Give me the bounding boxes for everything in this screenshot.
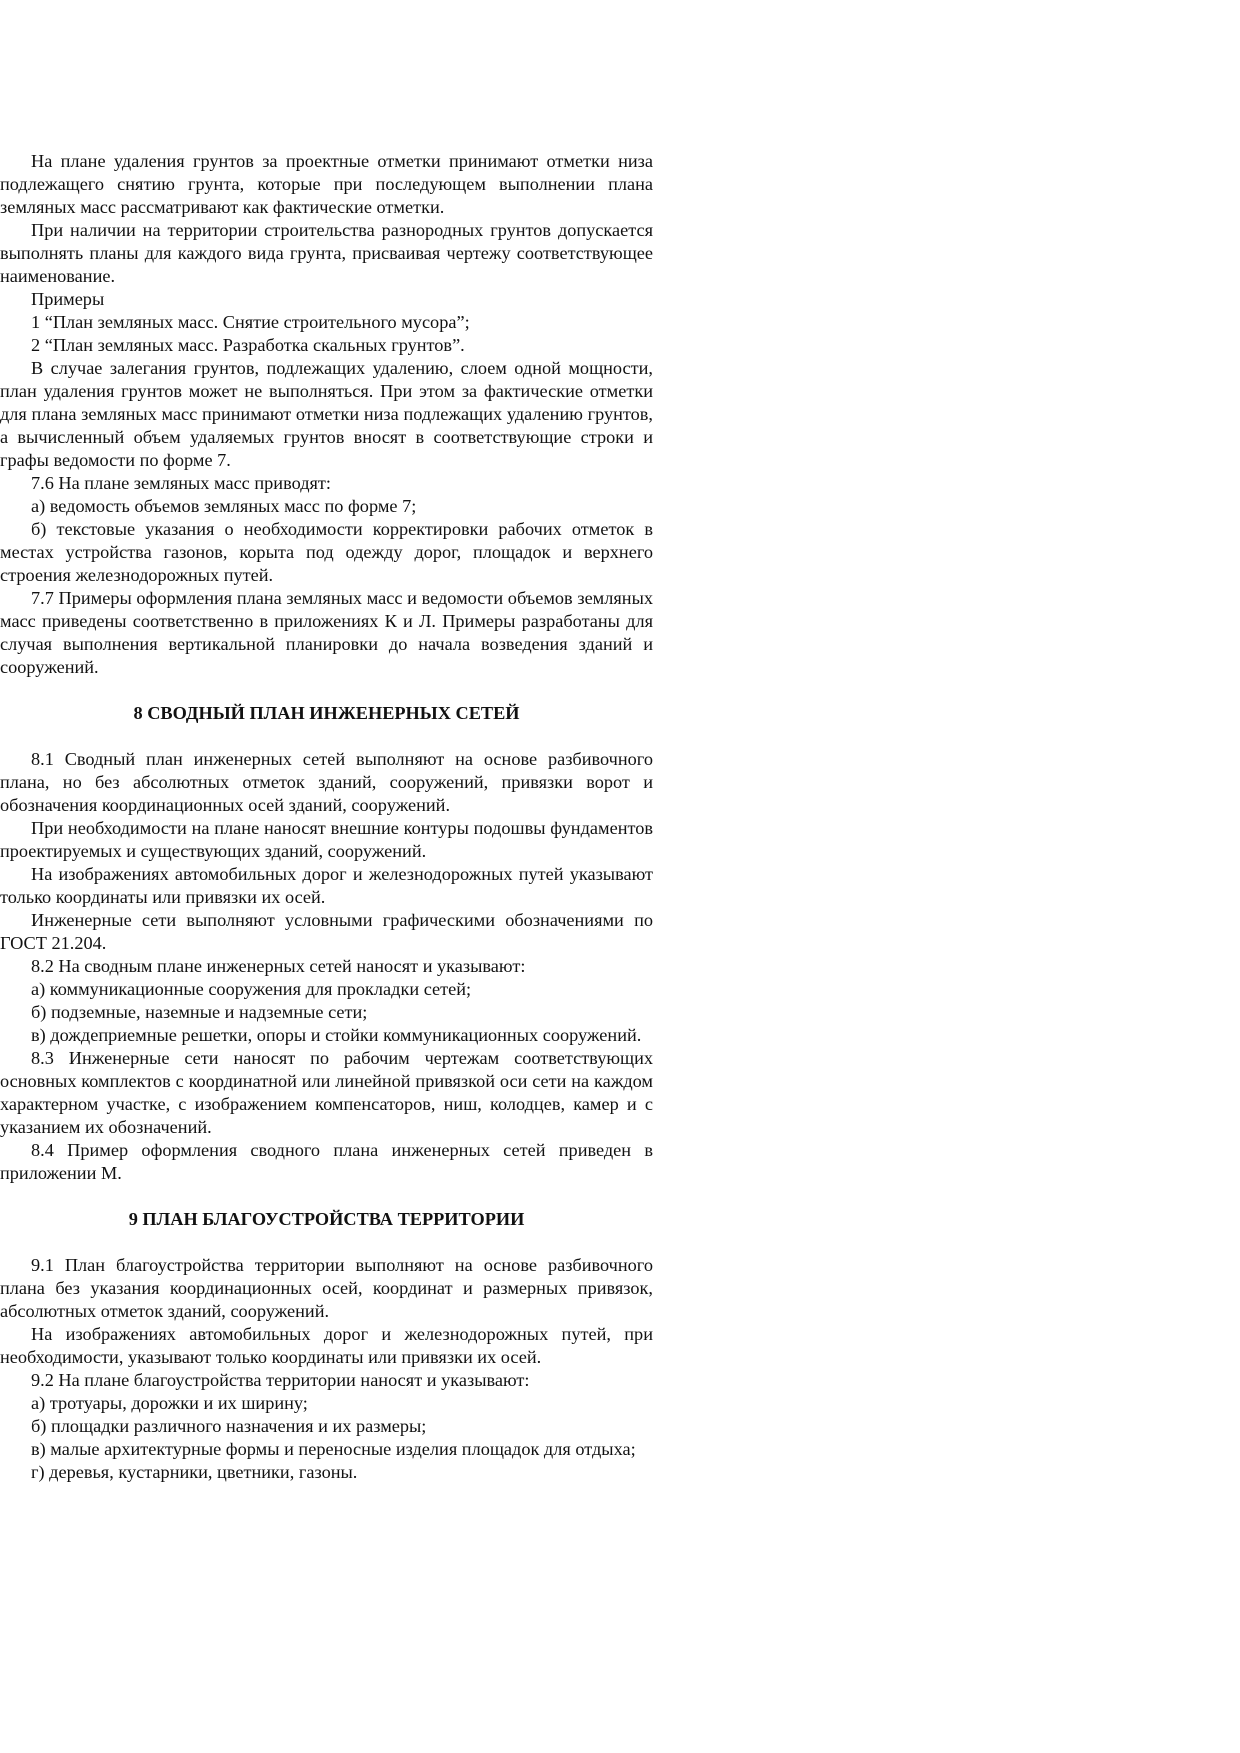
list-item: б) текстовые указания о необходимости корректировки рабочих отметок в местах устройства газонов, корыта под одежду дорог, площадок и верхнего строения железнодорожных путей. bbox=[0, 519, 653, 585]
paragraph: На плане удаления грунтов за проектные отметки принимают отметки низа подлежащего снятию грунта, которые при последующем выполнении плана земляных масс рассматривают как фактические отметки. bbox=[0, 151, 653, 217]
paragraph: Инженерные сети выполняют условными графическими обозначениями по ГОСТ 21.204. bbox=[0, 910, 653, 953]
paragraph: В случае залегания грунтов, подлежащих удалению, слоем одной мощности, план удаления грунтов может не выполняться. При этом за фактические отметки для плана земляных масс принимают отметки низа подлежащих удалению грунтов, а вычисленный объем удаляемых грунтов вносят в соответствующие строки и графы ведомости по форме 7. bbox=[0, 358, 653, 470]
list-item: б) площадки различного назначения и их размеры; bbox=[31, 1416, 427, 1436]
paragraph: При наличии на территории строительства разнородных грунтов допускается выполнять планы для каждого вида грунта, присваивая чертежу соответствующее наименование. bbox=[0, 220, 653, 286]
paragraph: 2 “План земляных масс. Разработка скальных грунтов”. bbox=[31, 335, 465, 355]
paragraph: Примеры bbox=[31, 289, 105, 309]
paragraph: При необходимости на плане наносят внешние контуры подошвы фундаментов проектируемых и существующих зданий, сооружений. bbox=[0, 818, 653, 861]
paragraph: 7.6 На плане земляных масс приводят: bbox=[31, 473, 331, 493]
list-item: а) тротуары, дорожки и их ширину; bbox=[31, 1393, 308, 1413]
list-item: г) деревья, кустарники, цветники, газоны. bbox=[31, 1462, 358, 1482]
paragraph: 7.7 Примеры оформления плана земляных масс и ведомости объемов земляных масс приведены соответственно в приложениях К и Л. Примеры разработаны для случая выполнения вертикальной планировки до начала возведения зданий и сооружений. bbox=[0, 588, 653, 677]
list-item: б) подземные, наземные и надземные сети; bbox=[31, 1002, 368, 1022]
list-item: а) коммуникационные сооружения для прокладки сетей; bbox=[31, 979, 472, 999]
list-item: а) ведомость объемов земляных масс по форме 7; bbox=[31, 496, 417, 516]
paragraph: 9.1 План благоустройства территории выполняют на основе разбивочного плана без указания координационных осей, координат и размерных привязок, абсолютных отметок зданий, сооружений. bbox=[0, 1255, 653, 1321]
paragraph: 1 “План земляных масс. Снятие строительного мусора”; bbox=[31, 312, 470, 332]
document-page bbox=[0, 150, 653, 1484]
paragraph: 8.2 На сводным плане инженерных сетей наносят и указывают: bbox=[31, 956, 526, 976]
paragraph: 9.2 На плане благоустройства территории наносят и указывают: bbox=[31, 1370, 530, 1390]
section-heading-9: 9 ПЛАН БЛАГОУСТРОЙСТВА ТЕРРИТОРИИ bbox=[128, 1209, 525, 1229]
paragraph: На изображениях автомобильных дорог и железнодорожных путей, при необходимости, указывают только координаты или привязки их осей. bbox=[0, 1324, 653, 1367]
list-item: в) малые архитектурные формы и переносные изделия площадок для отдыха; bbox=[31, 1439, 636, 1459]
paragraph: 8.4 Пример оформления сводного плана инженерных сетей приведен в приложении М. bbox=[0, 1140, 653, 1183]
section-heading-8: 8 СВОДНЫЙ ПЛАН ИНЖЕНЕРНЫХ СЕТЕЙ bbox=[133, 703, 520, 723]
paragraph: 8.1 Сводный план инженерных сетей выполняют на основе разбивочного плана, но без абсолютных отметок зданий, сооружений, привязки ворот и обозначения координационных осей зданий, сооружений. bbox=[0, 749, 653, 815]
paragraph: 8.3 Инженерные сети наносят по рабочим чертежам соответствующих основных комплектов с координатной или линейной привязкой оси сети на каждом характерном участке, с изображением компенсаторов, ниш, колодцев, камер и с указанием их обозначений. bbox=[0, 1048, 653, 1137]
list-item: в) дождеприемные решетки, опоры и стойки коммуникационных сооружений. bbox=[31, 1025, 642, 1045]
paragraph: На изображениях автомобильных дорог и железнодорожных путей указывают только координаты или привязки их осей. bbox=[0, 864, 653, 907]
